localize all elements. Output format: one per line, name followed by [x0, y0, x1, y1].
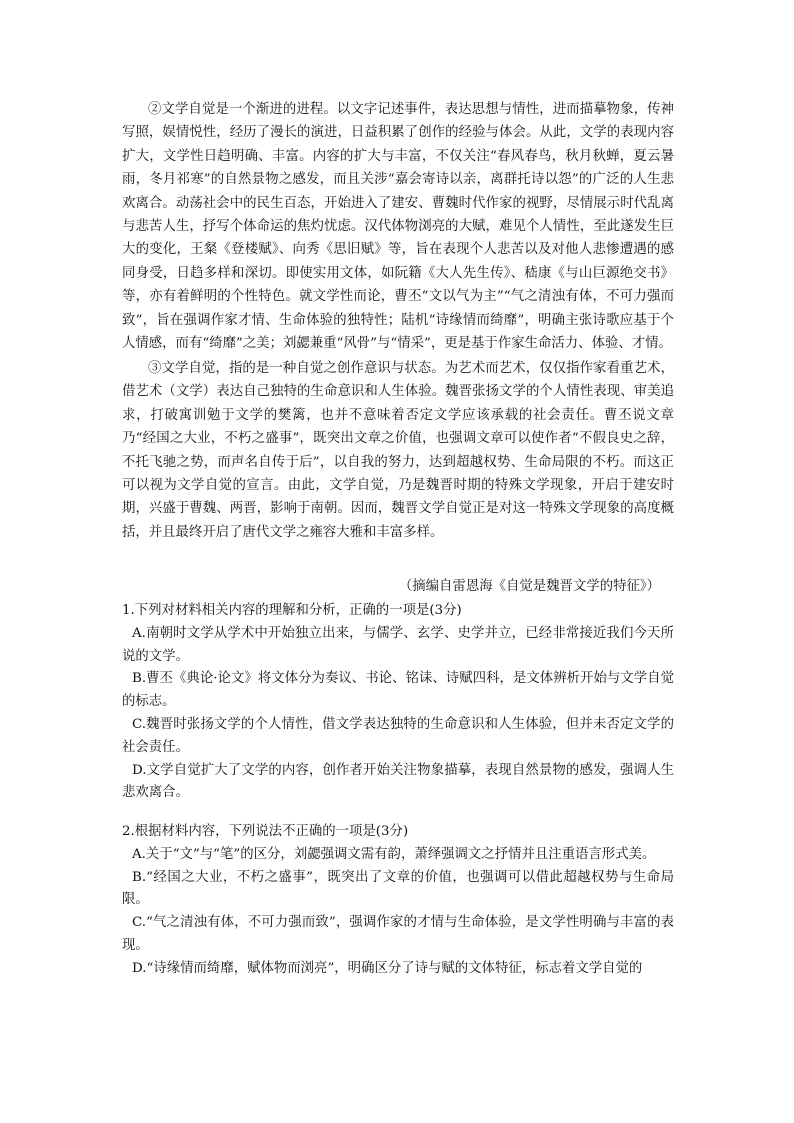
passage-paragraph-2: ②文学自觉是一个渐进的进程。以文字记述事件，表达思想与情性，进而描摹物象，传神写照，娱情悦性，经历了漫长的演进，日益积累了创作的经验与体会。从此，文学的表现内容扩大，文学性日趋明确、丰富。内容的扩大与丰富，不仅关注“春风春鸟，秋月秋蝉，夏云暑雨，冬月祁寒”的自然景物之感发，而且关涉“嘉会寄诗以亲，离群托诗以怨”的广泛的人生悲欢离合。动荡社会中的民生百态，开始进入了建安、曹魏时代作家的视野，尽情展示时代乱离与悲苦人生，抒写个体命运的焦灼忧虑。汉代体物浏亮的大赋，难见个人情性，至此遂发生巨大的变化，王粲《登楼赋》、向秀《思旧赋》等，旨在表现个人悲苦以及对他人悲惨遭遇的感同身受，日趋多样和深切。即使实用文体，如阮籍《大人先生传》、嵇康《与山巨源绝交书》等，亦有着鲜明的个性特色。就文学性而论，曹丕“文以气为主”“气之清浊有体，不可力强而致”，旨在强调作家才情、生命体验的独特性；陆机“诗缘情而绮靡”，明确主张诗歌应基于个人情感，而有“绮靡”之美；刘勰兼重“风骨”与“情采”，更是基于作家生命活力、体验、才情。 [122, 102, 674, 352]
passage-source: （摘编自雷恩海《自觉是魏晋文学的特征》） [398, 579, 660, 594]
option-a: A.关于“文”与“笔”的区分，刘勰强调文需有韵，萧绎强调文之抒情并且注重语言形式美。 [132, 846, 656, 862]
option-b: B.曹丕《典论·论文》将文体分为奏议、书论、铭诔、诗赋四科，是文体辨析开始与文学自觉的标志。 [122, 671, 674, 710]
question-1 [122, 600, 674, 805]
option-a: A.南朝时文学从学术中开始独立出来，与儒学、玄学、史学并立，已经非常接近我们今天所说的文学。 [122, 625, 674, 664]
question-2 [122, 821, 674, 981]
option-d: D.“诗缘情而绮靡，赋体物而浏亮”，明确区分了诗与赋的文体特征，标志着文学自觉的 [132, 960, 643, 976]
option-d: D.文学自觉扩大了文学的内容，创作者开始关注物象描摹，表现自然景物的感发，强调人生悲欢离合。 [122, 762, 674, 801]
option-c: C.“气之清浊有体，不可力强而致”，强调作家的才情与生命体验，是文学性明确与丰富的表现。 [122, 915, 674, 953]
passage-paragraph-3: ③文学自觉，指的是一种自觉之创作意识与状态。为艺术而艺术，仅仅指作家看重艺术，借艺术（文学）表达自己独特的生命意识和人生体验。魏晋张扬文学的个人情性表现、审美追求，打破寓训勉于文学的樊篱，也并不意味着否定文学应该承载的社会责任。曹丕说文章乃“经国之大业，不朽之盛事”，既突出文章之价值，也强调文章可以使作者“不假良史之辞，不托飞驰之势，而声名自传于后”，以自我的努力，达到超越权势、生命局限的不朽。而这正可以视为文学自觉的宣言。由此，文学自觉，乃是魏晋时期的特殊文学现象，开启于建安时期，兴盛于曹魏、两晋，影响于南朝。因而，魏晋文学自觉正是对这一特殊文学现象的高度概括，并且最终开启了唐代文学之雍容大雅和丰富多样。 [122, 361, 674, 540]
option-c: C.魏晋时张扬文学的个人情性，借文学表达独特的生命意识和人生体验，但并未否定文学的社会责任。 [122, 716, 674, 755]
option-b: B.“经国之大业，不朽之盛事”，既突出了文章的价值，也强调可以借此超越权势与生命局限。 [122, 869, 674, 908]
question-stem: 1.下列对材料相关内容的理解和分析，正确的一项是(3分) [122, 603, 462, 618]
question-stem: 2.根据材料内容，下列说法不正确的一项是(3分) [122, 824, 409, 839]
